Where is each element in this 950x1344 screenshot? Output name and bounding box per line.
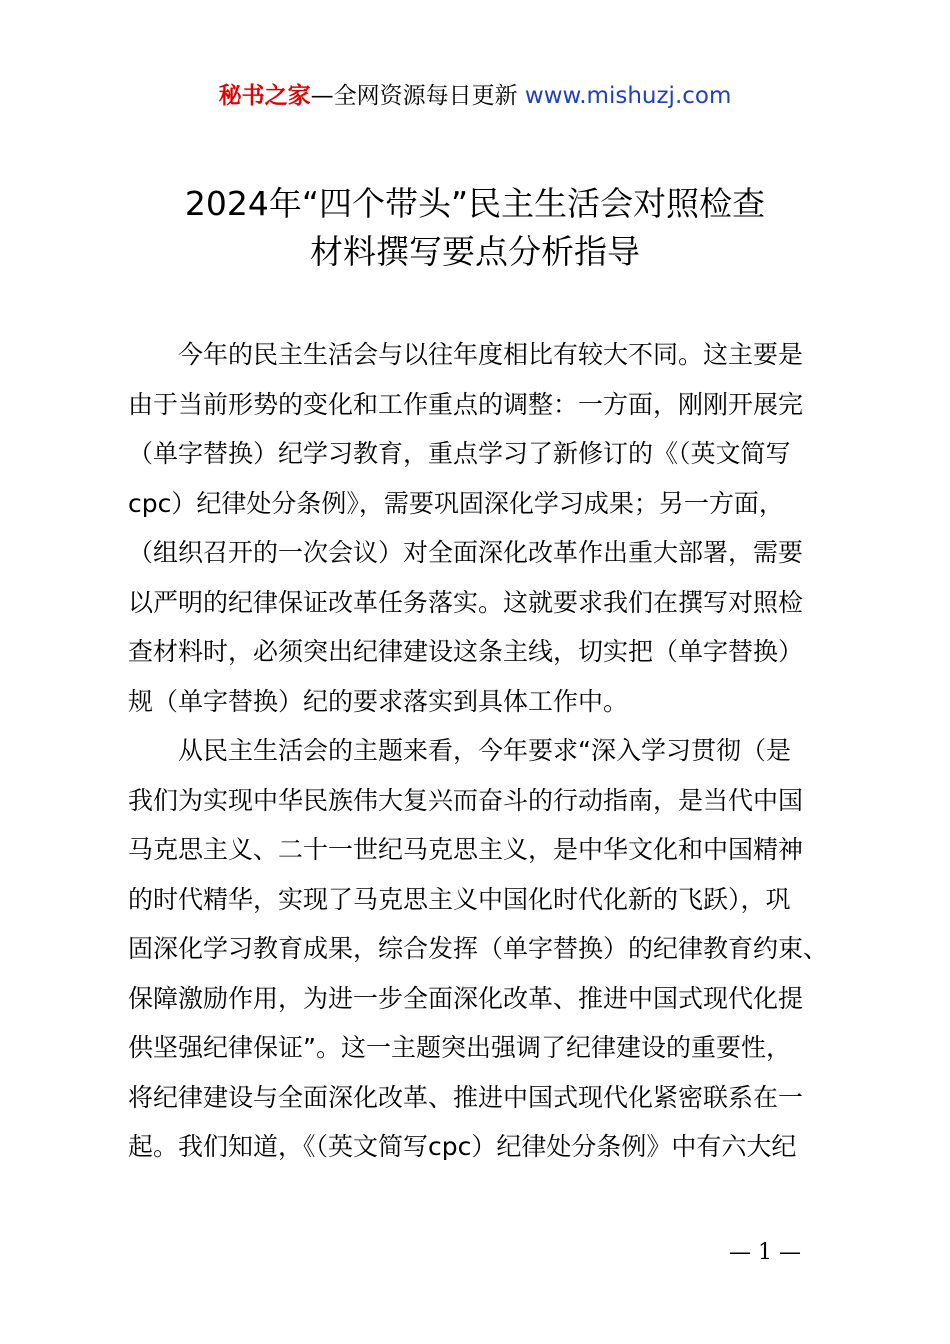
site-header (0, 80, 950, 112)
paragraph-1-line-2: 由于当前形势的变化和工作重点的调整：一方面，刚刚开展完 (128, 389, 804, 419)
page-number: — 1 — (729, 1240, 801, 1265)
paragraph-2-line-7: 供坚强纪律保证”。这一主题突出强调了纪律建设的重要性， (128, 1033, 791, 1062)
paragraph-1-line-8: 规（单字替换）纪的要求落实到具体工作中。 (128, 686, 629, 716)
paragraph-1-line-5: （组织召开的一次会议）对全面深化改革作出重大部署，需要 (128, 538, 804, 567)
paragraph-2-line-1: 从民主生活会的主题来看，今年要求“深入学习贯彻（是 (178, 736, 791, 765)
paragraph-1-line-3: （单字替换）纪学习教育，重点学习了新修订的《（英文简写 (128, 439, 791, 468)
paragraph-2-line-3: 马克思主义、二十一世纪马克思主义，是中华文化和中国精神 (128, 835, 804, 864)
paragraph-1-line-6: 以严明的纪律保证改革任务落实。这就要求我们在撰写对照检 (128, 587, 804, 617)
site-brand: 秘书之家 (218, 83, 311, 109)
paragraph-2-line-9: 起。我们知道，《（英文简写cpc）纪律处分条例》中有六大纪 (128, 1132, 797, 1161)
document-title (0, 180, 950, 276)
paragraph-1-line-4: cpc）纪律处分条例》，需要巩固深化学习成果；另一方面， (128, 488, 784, 518)
paragraph-1-line-1: 今年的民主生活会与以往年度相比有较大不同。这主要是 (178, 340, 804, 369)
site-url-link[interactable]: www.mishuzj.com (524, 83, 732, 109)
site-tagline: —全网资源每日更新 (310, 83, 525, 109)
paragraph-2-line-8: 将纪律建设与全面深化改革、推进中国式现代化紧密联系在一 (128, 1082, 804, 1112)
paragraph-1-line-7: 查材料时，必须突出纪律建设这条主线，切实把（单字替换） (128, 637, 804, 666)
title-line-1: 2024年“四个带头”民主生活会对照检查 (184, 184, 766, 223)
paragraph-2-line-6: 保障激励作用，为进一步全面深化改革、推进中国式现代化提 (128, 983, 804, 1013)
title-line-2: 材料撰写要点分析指导 (310, 232, 640, 271)
document-body (128, 330, 840, 1172)
paragraph-2-line-4: 的时代精华，实现了马克思主义中国化时代化新的飞跃），巩 (128, 884, 791, 914)
paragraph-2-line-5: 固深化学习教育成果，综合发挥（单字替换）的纪律教育约束、 (128, 934, 829, 963)
paragraph-2-line-2: 我们为实现中华民族伟大复兴而奋斗的行动指南，是当代中国 (128, 785, 804, 815)
